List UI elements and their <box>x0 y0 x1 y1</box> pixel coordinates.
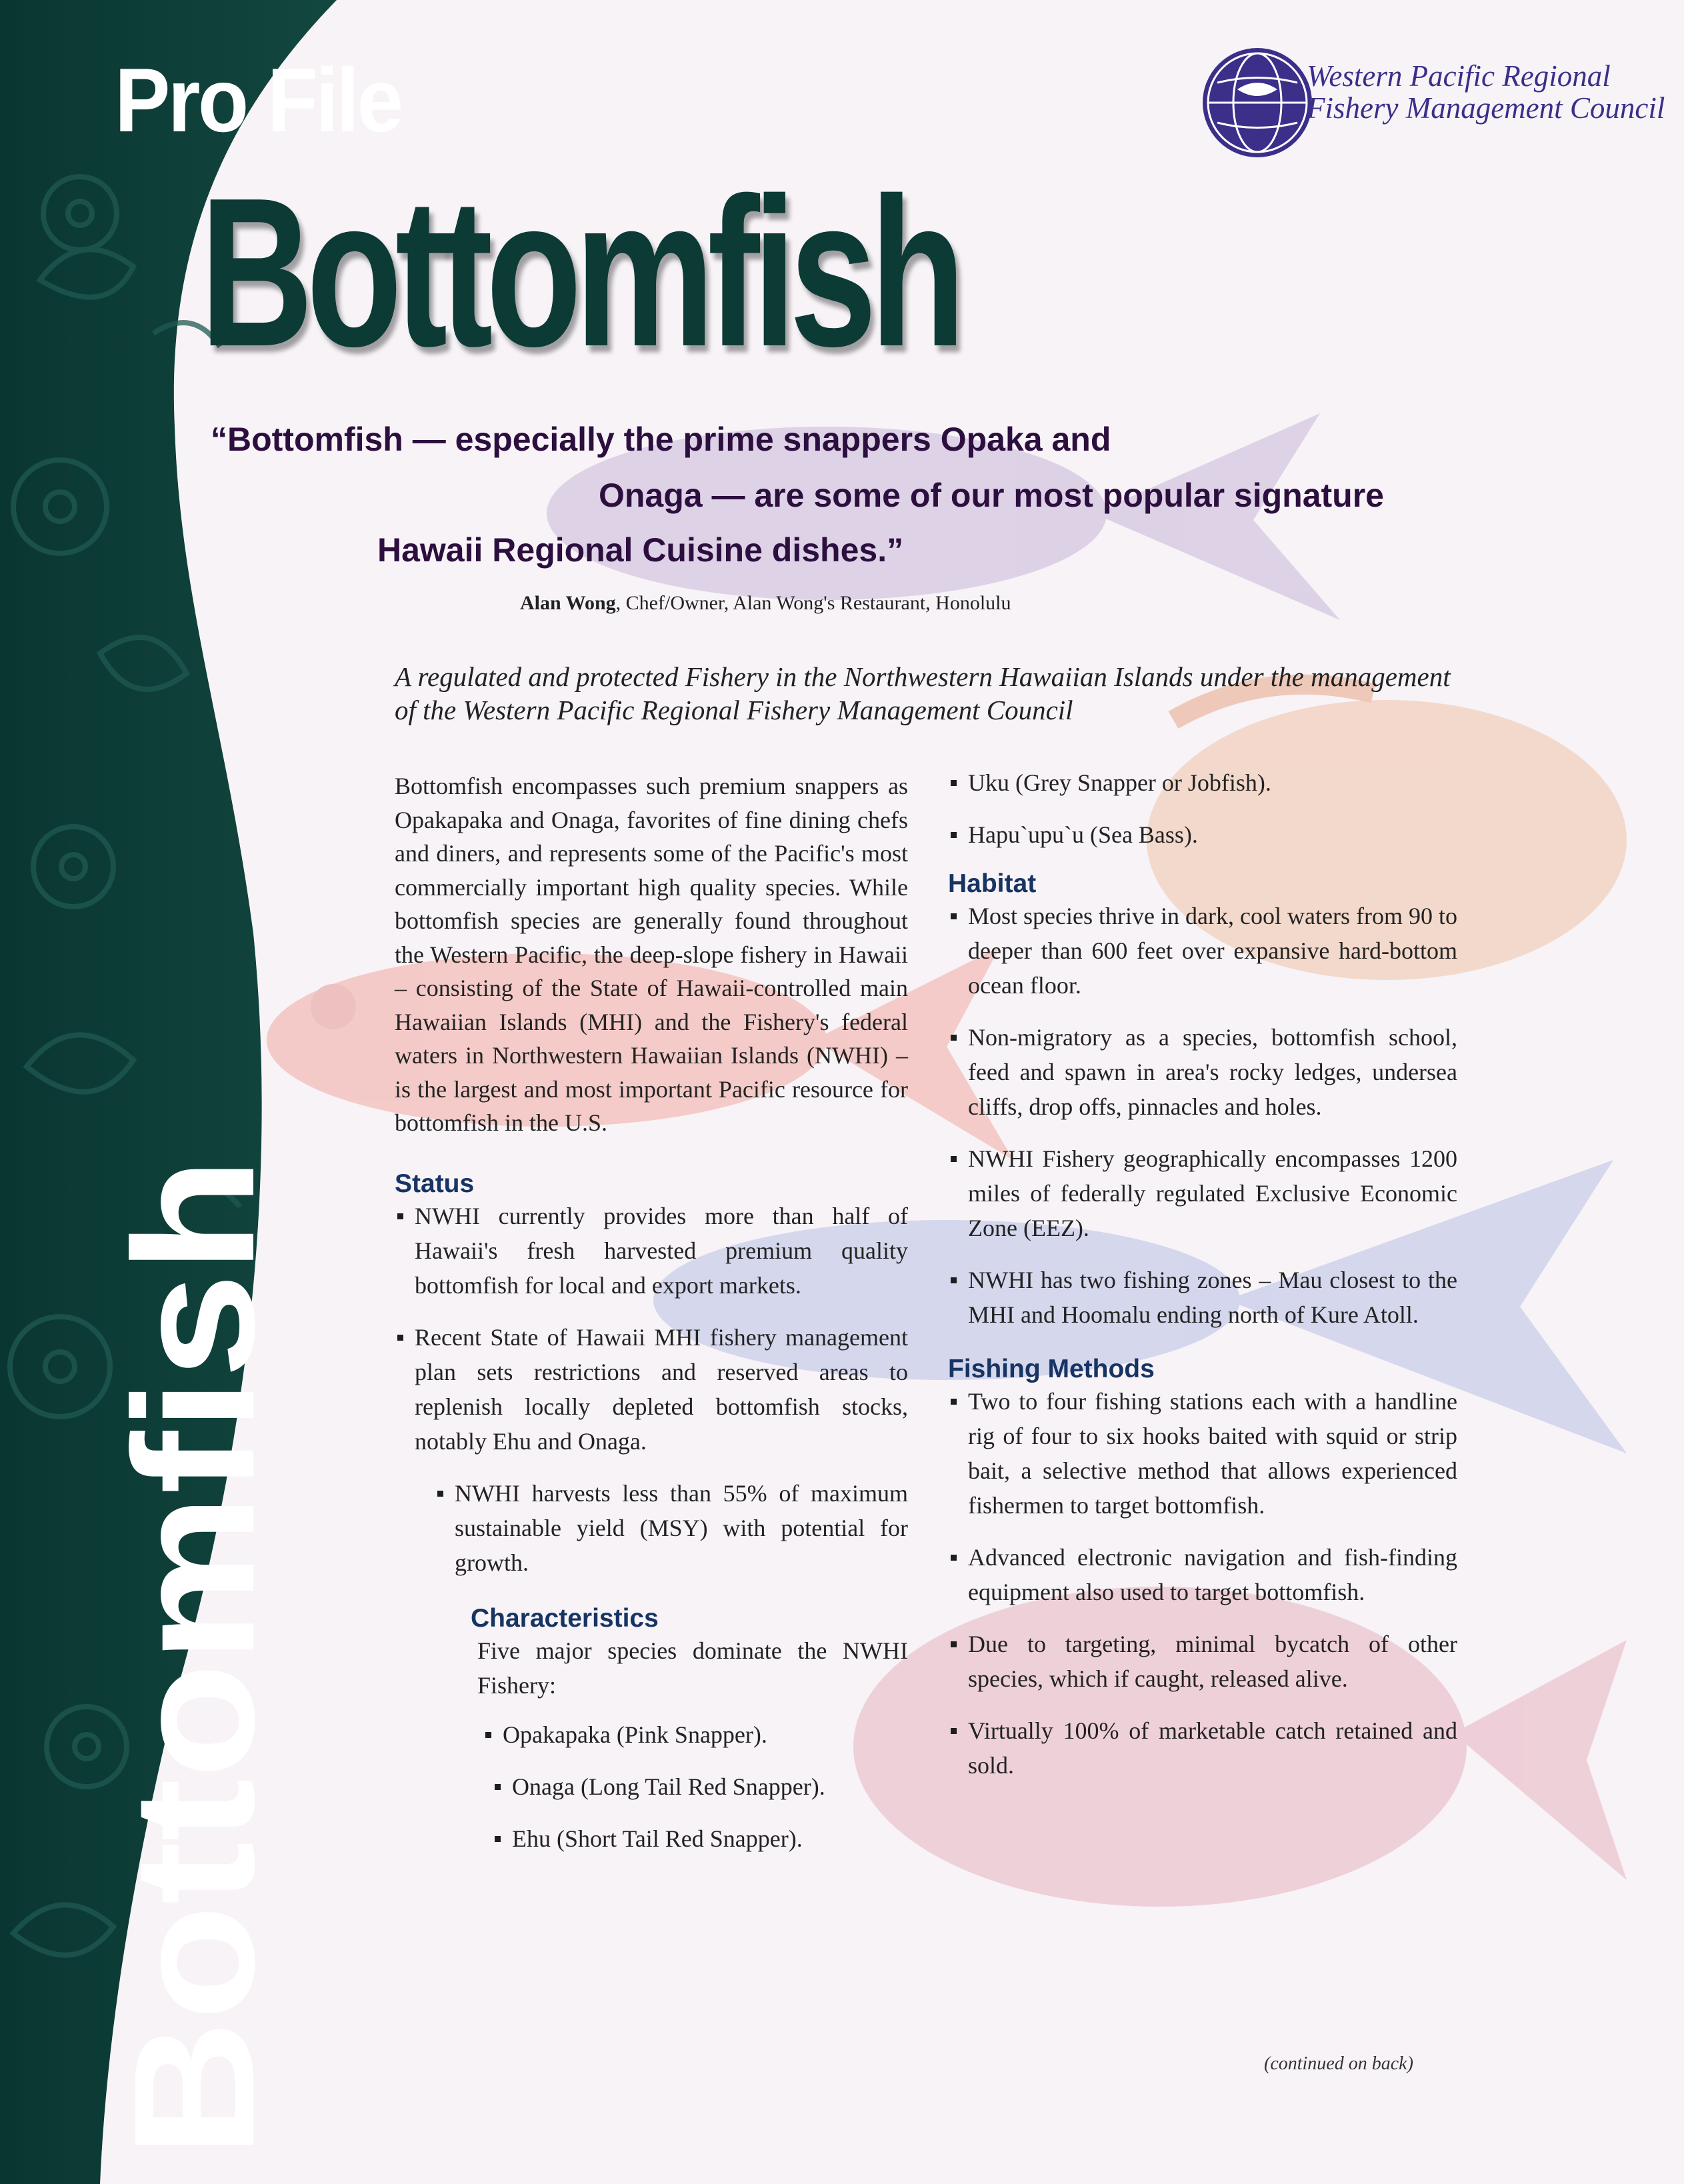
species-list-continued <box>948 765 1457 852</box>
habitat-heading: Habitat <box>948 869 1037 898</box>
species-item: Onaga (Long Tail Red Snapper). <box>492 1769 908 1804</box>
status-item: NWHI currently provides more than half of Hawaii's fresh harvested premium quality bottomfish for local and export markets. <box>395 1199 908 1303</box>
habitat-item: Most species thrive in dark, cool waters from 90 to deeper than 600 feet over expansive hard-bottom ocean floor. <box>948 899 1457 1003</box>
status-list <box>395 1199 908 1580</box>
quote-line-1: “Bottomfish — especially the prime snappers Opaka and <box>211 421 1111 458</box>
fishing-method-item: Advanced electronic navigation and fish-finding equipment also used to target bottomfish. <box>948 1540 1457 1609</box>
habitat-item: Non-migratory as a species, bottomfish school, feed and spawn in area's rocky ledges, undersea cliffs, drop offs, pinnacles and holes. <box>948 1020 1457 1124</box>
globe-fish-logo-icon <box>1197 43 1317 163</box>
fishing-method-item: Two to four fishing stations each with a handline rig of four to six hooks baited with squid or strip bait, a selective method that allows experienced fishermen to target bottomfish. <box>948 1384 1457 1523</box>
habitat-item: NWHI Fishery geographically encompasses 1200 miles of federally regulated Exclusive Economic Zone (EEZ). <box>948 1141 1457 1245</box>
characteristics-heading: Characteristics <box>471 1603 659 1633</box>
council-logo <box>1197 43 1317 163</box>
organization-line1: Western Pacific Regional <box>1307 59 1611 93</box>
species-item: Ehu (Short Tail Red Snapper). <box>492 1821 908 1856</box>
right-column <box>948 765 1457 1800</box>
fishing-methods-list <box>948 1384 1457 1783</box>
habitat-item: NWHI has two fishing zones – Mau closest to the MHI and Hoomalu ending north of Kure Atoll. <box>948 1263 1457 1332</box>
main-title: Bottomfish <box>200 154 959 391</box>
status-heading: Status <box>395 1169 475 1198</box>
organization-name <box>1307 60 1665 124</box>
side-title: Bottomfish <box>97 1249 290 2157</box>
quote-line-3: Hawaii Regional Cuisine dishes.” <box>377 531 904 569</box>
series-title: Pro File <box>115 49 401 151</box>
quote-author: Alan Wong <box>520 592 616 614</box>
continued-note: (continued on back) <box>1264 2053 1413 2074</box>
species-item: Uku (Grey Snapper or Jobfish). <box>948 765 1457 800</box>
status-item: Recent State of Hawaii MHI fishery management plan sets restrictions and reserved areas to replenish locally depleted bottomfish stocks, notably Ehu and Onaga. <box>395 1320 908 1459</box>
status-item: NWHI harvests less than 55% of maximum sustainable yield (MSY) with potential for growth. <box>435 1476 908 1580</box>
left-column <box>395 769 908 1873</box>
species-item: Opakapaka (Pink Snapper). <box>483 1717 908 1752</box>
quote-attribution <box>520 592 1011 615</box>
overview-paragraph: Bottomfish encompasses such premium snappers as Opakapaka and Onaga, favorites of fine dining chefs and diners, and represents some of the Pacific's most commercially important high quality species. While bottomfish species are generally found throughout the Western Pacific, the deep-slope fishery in Hawaii – consisting of the State of Hawaii-controlled main Hawaiian Islands (MHI) and the Fishery's federal waters in Northwestern Hawaiian Islands (NWHI) – is the largest and most important Pacific resource for bottomfish in the U.S. <box>395 773 908 1136</box>
organization-line2: Fishery Management Council <box>1307 91 1665 125</box>
fishing-methods-heading: Fishing Methods <box>948 1355 1155 1383</box>
species-item: Hapu`upu`u (Sea Bass). <box>948 817 1457 852</box>
fishing-method-item: Virtually 100% of marketable catch retained and sold. <box>948 1713 1457 1783</box>
species-list <box>483 1717 908 1856</box>
habitat-list <box>948 899 1457 1332</box>
quote-author-role: , Chef/Owner, Alan Wong's Restaurant, Honolulu <box>615 592 1011 614</box>
fishing-method-item: Due to targeting, minimal bycatch of other species, which if caught, released alive. <box>948 1627 1457 1696</box>
characteristics-intro: Five major species dominate the NWHI Fishery: <box>477 1637 908 1699</box>
quote-line-2: Onaga — are some of our most popular signature <box>599 477 1384 514</box>
intro-statement: A regulated and protected Fishery in the Northwestern Hawaiian Islands under the management of the Western Pacific Regional Fishery Management Council <box>395 661 1451 725</box>
